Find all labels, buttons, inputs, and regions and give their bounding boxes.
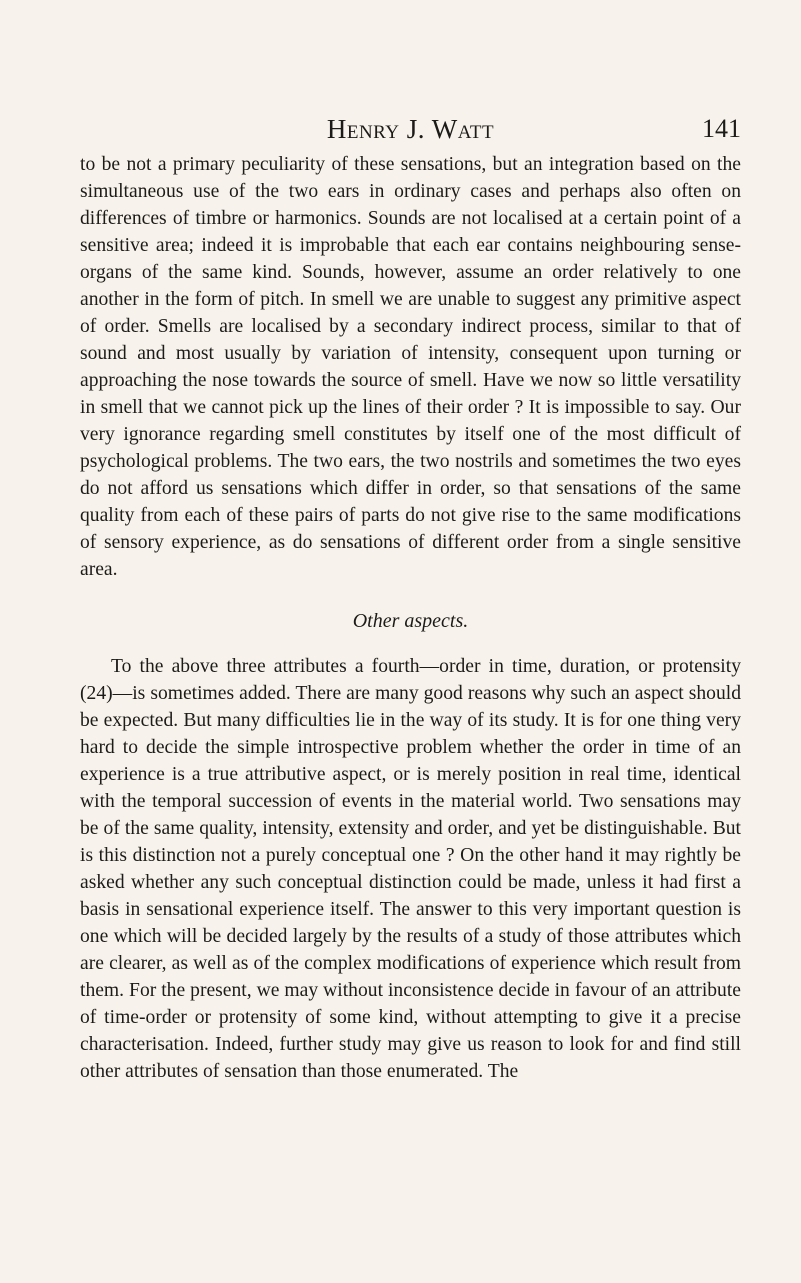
running-title: Henry J. Watt [326,114,495,144]
page-number: 141 [702,114,741,143]
section-heading: Other aspects. [352,610,469,632]
running-head [80,114,741,144]
body-text [80,151,741,1085]
paragraph: To the above three attributes a fourth—order in time, duration, or protensity (24)—is sometimes added. There are many good reasons why such an aspect should be expected. But many difficulties lie in the way of its study. It is for one thing very hard to decide the simple introspective problem whether the order in time of an experience is a true attributive aspect, or is merely position in real time, identical with the temporal succession of events in the material world. Two sensations may be of the same quality, intensity, extensity and order, and yet be distinguishable. But is this distinction not a purely conceptual one ? On the other hand it may rightly be asked whether any such conceptual distinction could be made, unless it had first a basis in sensational experience itself. The answer to this very important question is one which will be decided largely by the results of a study of those attributes which are clearer, as well as of the complex modifications of experience which result from them. For the present, we may without inconsistence decide in favour of an attribute of time-order or protensity of some kind, without attempting to give it a precise characterisation. Indeed, further study may give us reason to look for and find still other attributes of sensation than those enumerated. The [80,656,741,1082]
paragraph: to be not a primary peculiarity of these sensations, but an integration based on the simultaneous use of the two ears in ordinary cases and perhaps also often on differences of timbre or harmonics. Sounds are not localised at a certain point of a sensitive area; indeed it is improbable that each ear contains neighbouring sense-organs of the same kind. Sounds, however, assume an order relatively to one another in the form of pitch. In smell we are unable to suggest any primitive aspect of order. Smells are localised by a secondary indirect process, similar to that of sound and most usually by variation of intensity, consequent upon turning or approaching the nose towards the source of smell. Have we now so little versatility in smell that we cannot pick up the lines of their order ? It is impossible to say. Our very ignorance regarding smell constitutes by itself one of the most difficult of psychological problems. The two ears, the two nostrils and sometimes the two eyes do not afford us sensations which differ in order, so that sensations of the same quality from each of these pairs of parts do not give rise to the same modifications of sensory experience, as do sensations of different order from a single sensitive area. [80,154,741,580]
